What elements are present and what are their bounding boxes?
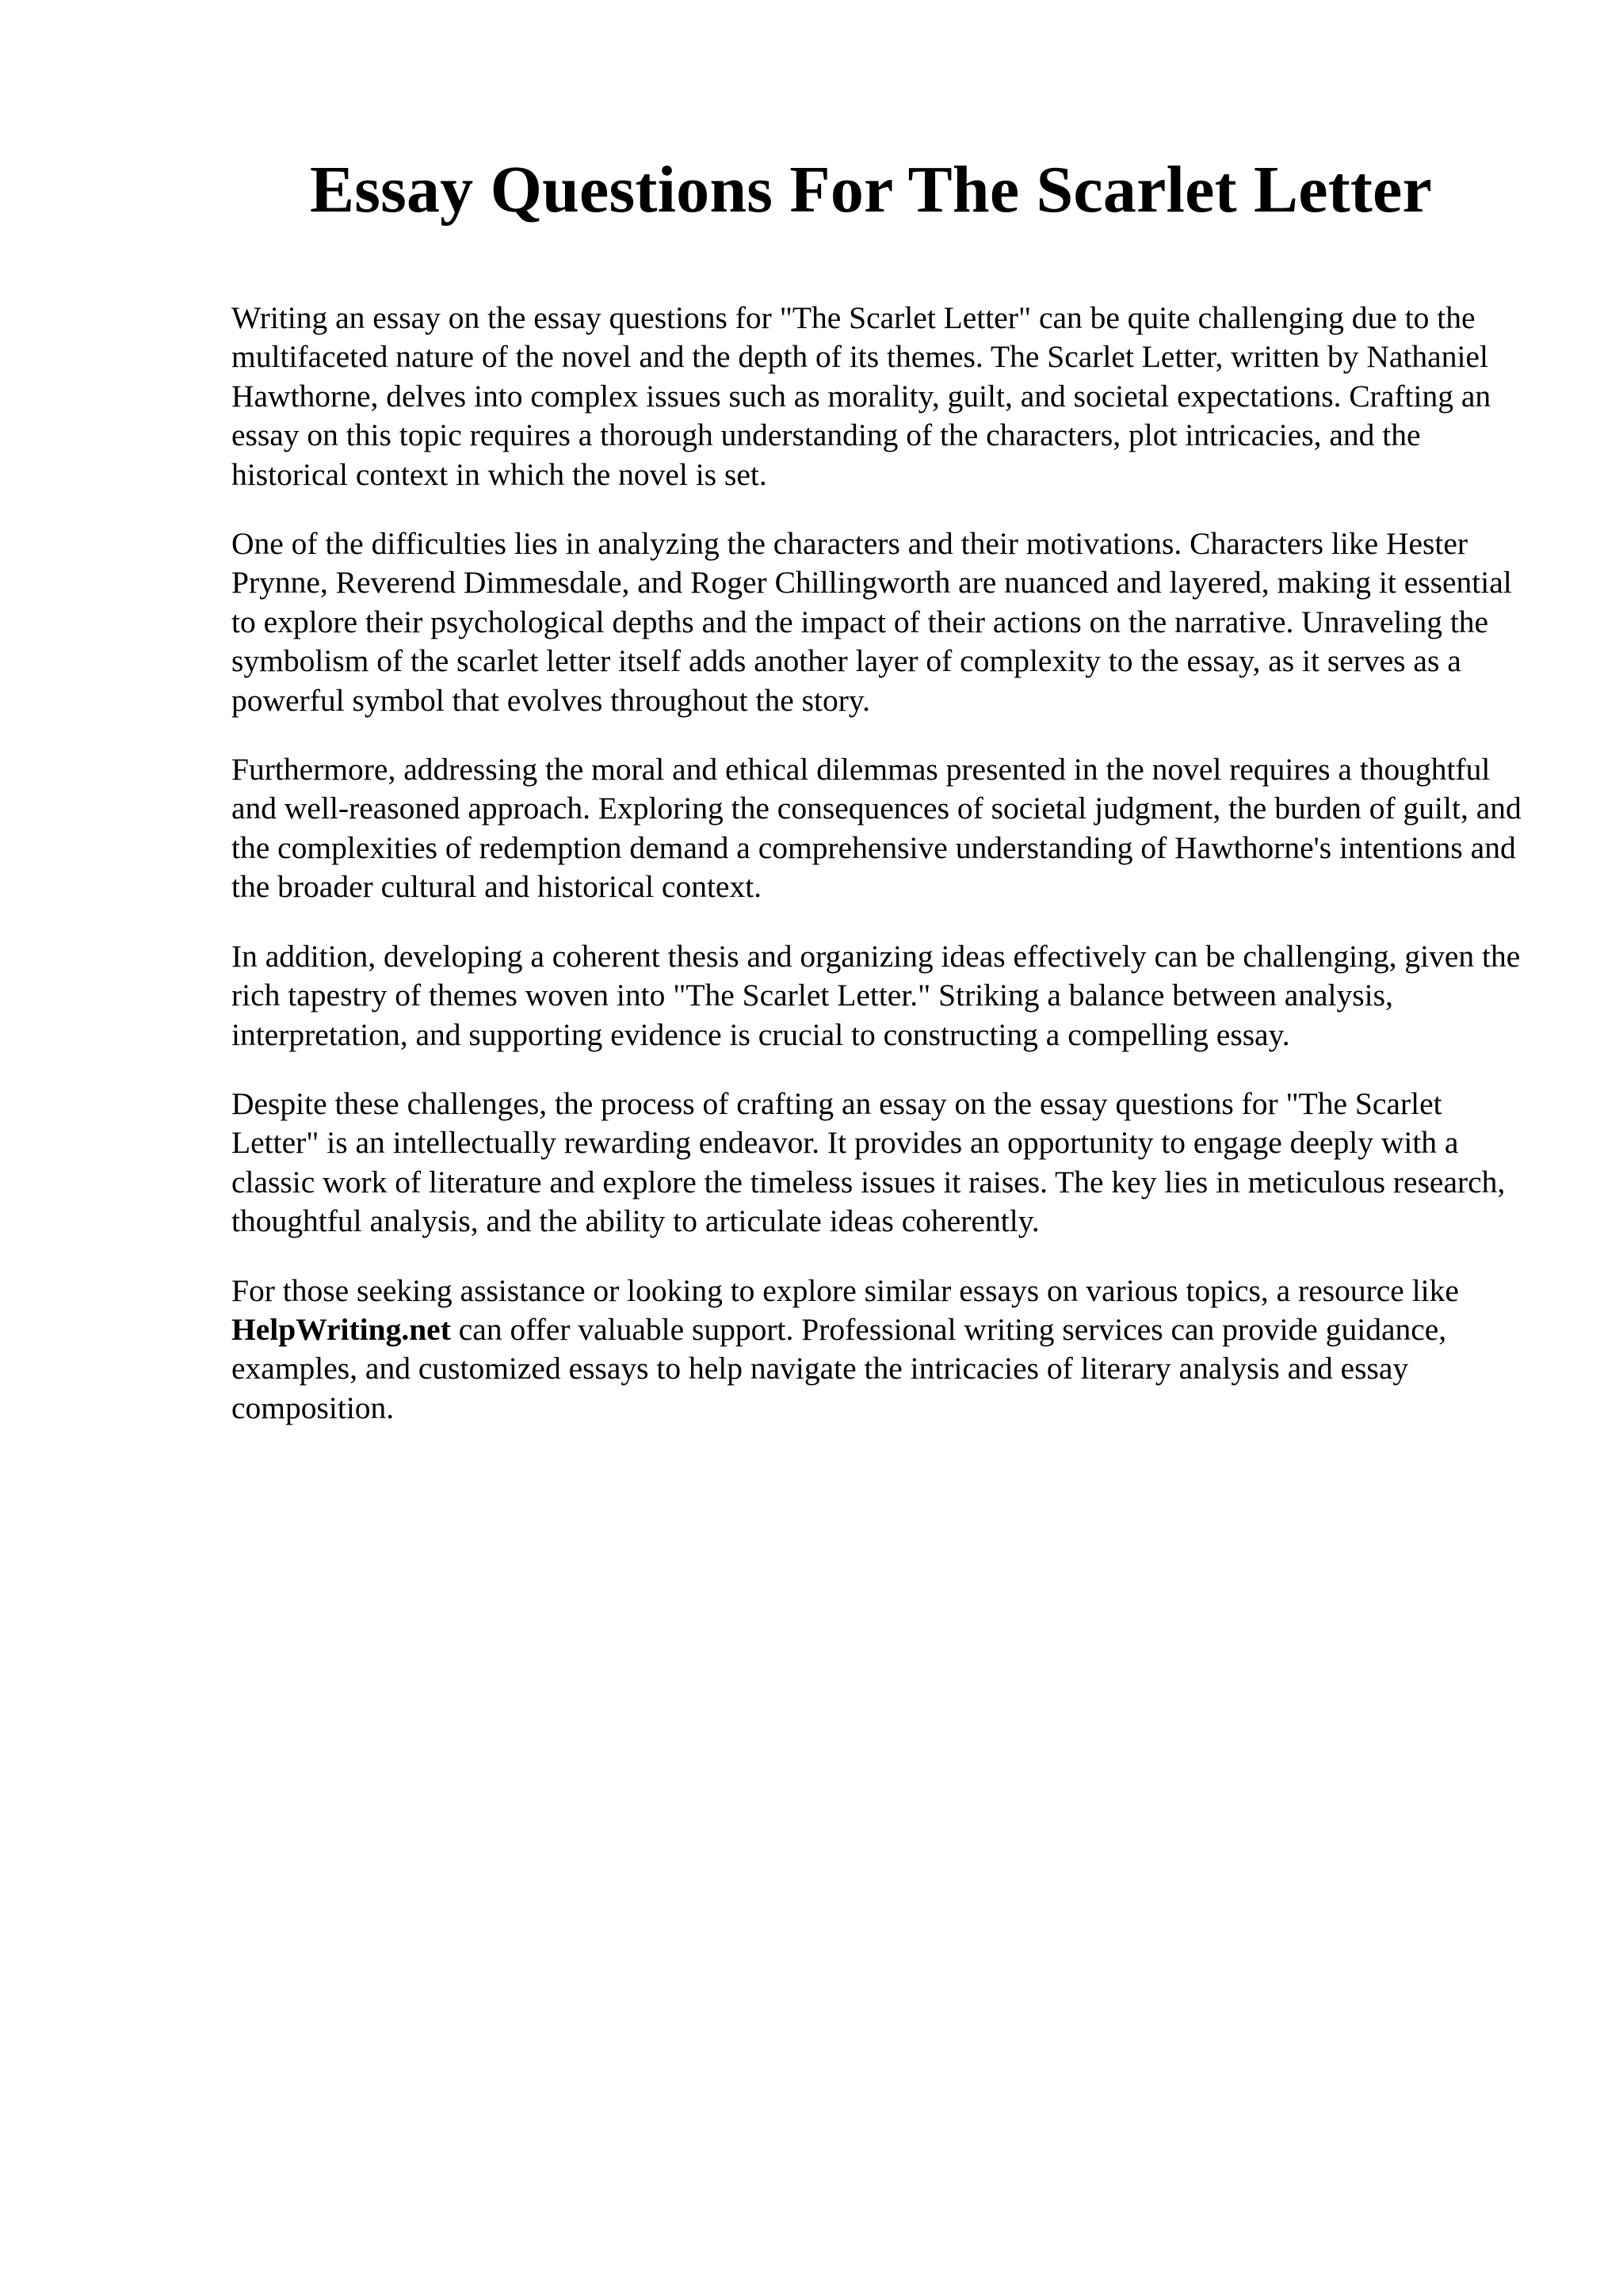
paragraph-2: One of the difficulties lies in analyzing the characters and their motivations. Characters like Hester Prynne, Reverend Dimmesdale, and Roger Chillingworth are nuanced and layered, making it essential to explore their psychological depths and the impact of their actions on the narrative. Unraveling the symbolism of the scarlet letter itself adds another layer of complexity to the essay, as it serves as a powerful symbol that evolves throughout the story. xyxy=(231,526,1512,718)
paragraph-6-before: For those seeking assistance or looking to explore similar essays on various topics, a resource like xyxy=(231,1272,1459,1308)
paragraph-5: Despite these challenges, the process of crafting an essay on the essay questions for "The Scarlet Letter" is an intellectually rewarding endeavor. It provides an opportunity to engage deeply with a classic work of literature and explore the timeless issues it raises. The key lies in meticulous research, thoughtful analysis, and the ability to articulate ideas coherently. xyxy=(231,1085,1506,1239)
brand-name: HelpWriting.net xyxy=(231,1311,451,1347)
paragraph-3: Furthermore, addressing the moral and ethical dilemmas presented in the novel requires a thoughtful and well-reasoned approach. Exploring the consequences of societal judgment, the burden of guilt, and the complexities of redemption demand a comprehensive understanding of Hawthorne's intentions and the broader cultural and historical context. xyxy=(231,752,1522,905)
paragraph-4: In addition, developing a coherent thesis and organizing ideas effectively can be challenging, given the rich tapestry of themes woven into "The Scarlet Letter." Striking a balance between analysis, interpretation, and supporting evidence is crucial to constructing a compelling essay. xyxy=(231,938,1521,1052)
essay-body xyxy=(231,299,1531,1458)
page-title: Essay Questions For The Scarlet Letter xyxy=(309,153,1433,227)
paragraph-6-after: can offer valuable support. Professional writing services can provide guidance, examples, and customized essays to help navigate the intricacies of literary analysis and essay composition. xyxy=(231,1311,1447,1425)
paragraph-1: Writing an essay on the essay questions for "The Scarlet Letter" can be quite challenging due to the multifaceted nature of the novel and the depth of its themes. The Scarlet Letter, written by Nathaniel Hawthorne, delves into complex issues such as morality, guilt, and societal expectations. Crafting an essay on this topic requires a thorough understanding of the characters, plot intricacies, and the historical context in which the novel is set. xyxy=(231,300,1491,492)
paragraph-6 xyxy=(231,1272,1531,1428)
